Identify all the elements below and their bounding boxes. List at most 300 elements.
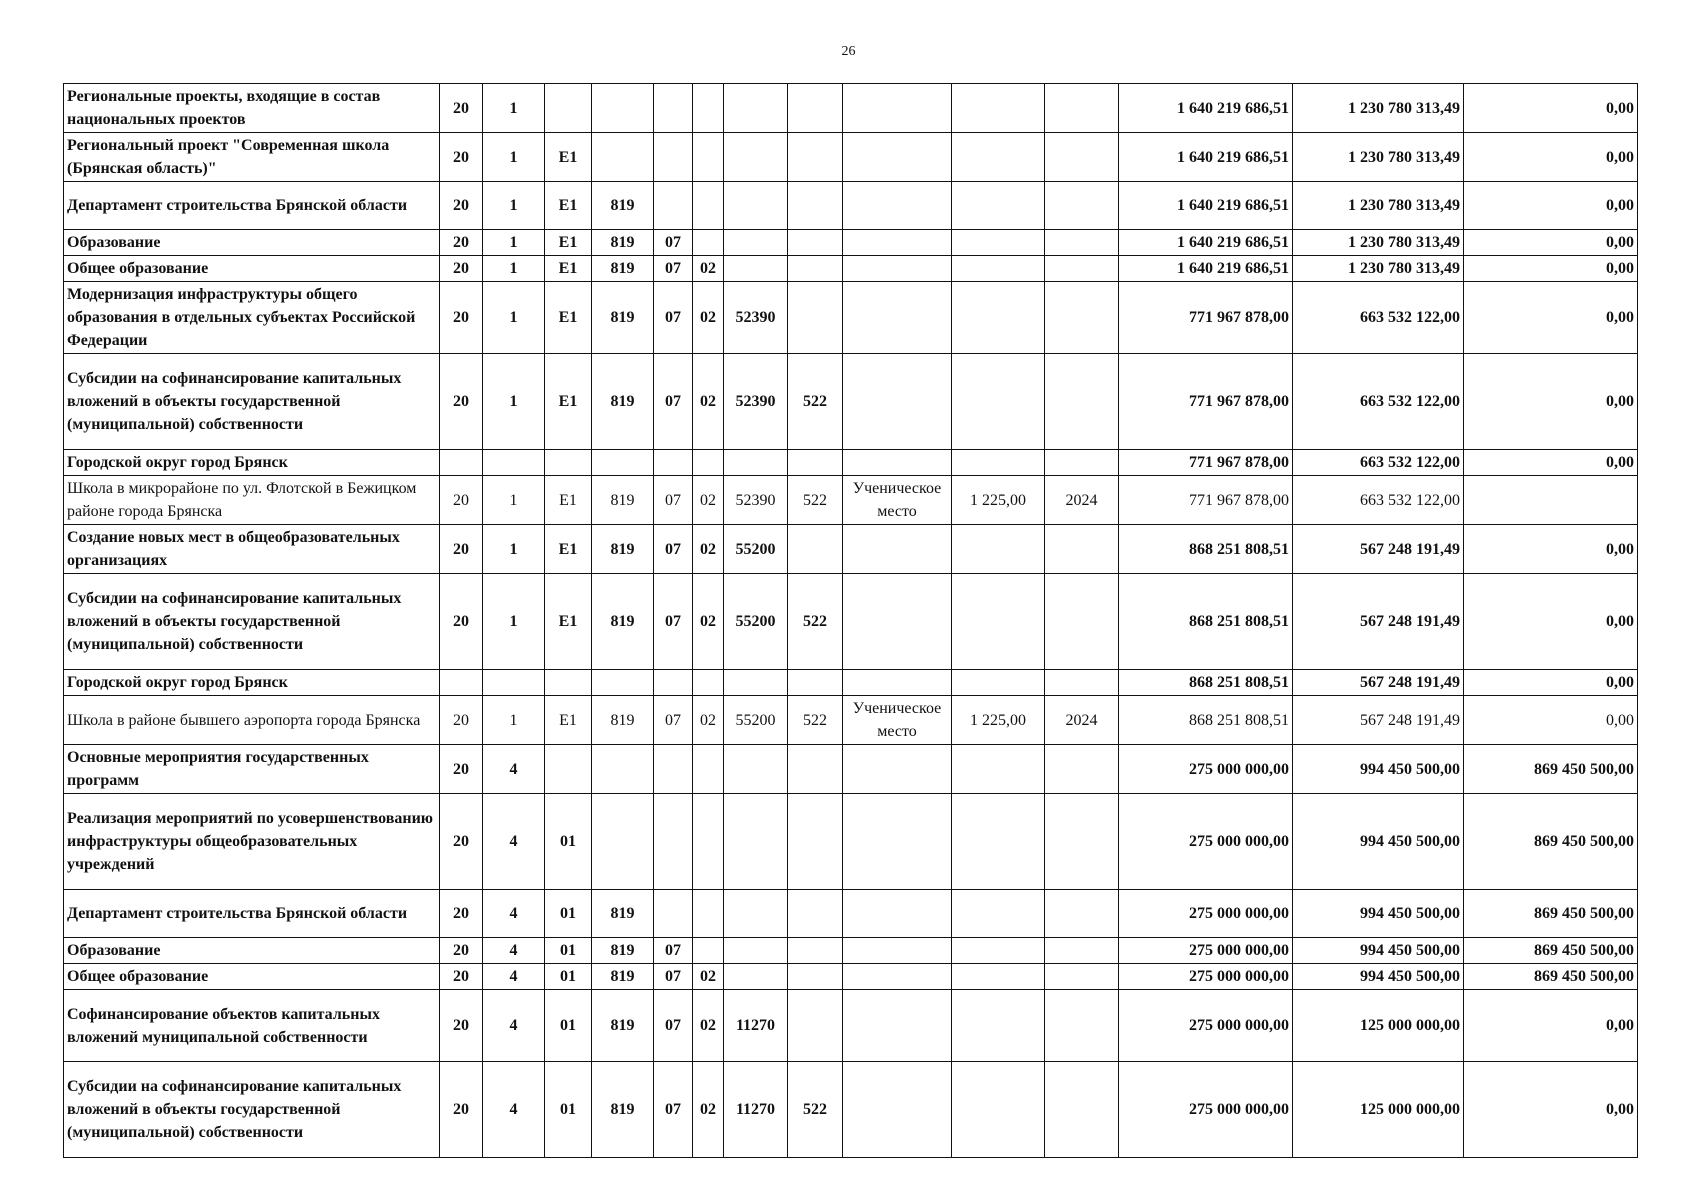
code-cell: 20	[440, 256, 483, 282]
code-cell	[545, 84, 592, 133]
code-cell: 20	[440, 230, 483, 256]
code-cell: 11270	[724, 990, 788, 1062]
code-cell: E1	[545, 230, 592, 256]
year-cell	[1045, 182, 1119, 230]
amount-cell: 663 532 122,00	[1293, 476, 1464, 525]
amount-cell: 994 450 500,00	[1293, 890, 1464, 938]
year-cell	[1045, 84, 1119, 133]
code-cell: 20	[440, 182, 483, 230]
name-cell: Городской округ город Брянск	[64, 670, 440, 696]
amount-cell: 275 000 000,00	[1119, 938, 1293, 964]
code-cell: 20	[440, 84, 483, 133]
code-cell	[693, 84, 724, 133]
name-cell: Создание новых мест в общеобразовательных организациях	[64, 525, 440, 574]
unit-cell	[843, 282, 952, 354]
code-cell	[545, 745, 592, 794]
capacity-cell	[952, 794, 1045, 890]
amount-cell: 771 967 878,00	[1119, 476, 1293, 525]
code-cell: 20	[440, 696, 483, 745]
code-cell	[724, 745, 788, 794]
code-cell	[724, 450, 788, 476]
code-cell	[654, 133, 693, 182]
code-cell: 1	[483, 574, 545, 670]
code-cell: 02	[693, 525, 724, 574]
code-cell	[724, 84, 788, 133]
code-cell: 02	[693, 1062, 724, 1158]
name-cell: Общее образование	[64, 964, 440, 990]
code-cell	[788, 938, 843, 964]
code-cell: 819	[592, 990, 654, 1062]
table-row	[64, 890, 1638, 938]
name-cell: Субсидии на софинансирование капитальных вложений в объекты государственной (муниципальной) собственности	[64, 1062, 440, 1158]
code-cell	[724, 670, 788, 696]
year-cell	[1045, 450, 1119, 476]
code-cell	[724, 794, 788, 890]
code-cell: 07	[654, 990, 693, 1062]
year-cell	[1045, 256, 1119, 282]
code-cell: E1	[545, 282, 592, 354]
code-cell: 1	[483, 354, 545, 450]
table-row	[64, 256, 1638, 282]
amount-cell: 0,00	[1464, 182, 1638, 230]
amount-cell: 868 251 808,51	[1119, 696, 1293, 745]
code-cell: 07	[654, 574, 693, 670]
capacity-cell	[952, 282, 1045, 354]
year-cell	[1045, 1062, 1119, 1158]
code-cell: 20	[440, 938, 483, 964]
name-cell: Общее образование	[64, 256, 440, 282]
table-row	[64, 964, 1638, 990]
code-cell: 819	[592, 230, 654, 256]
amount-cell: 1 230 780 313,49	[1293, 230, 1464, 256]
code-cell: 52390	[724, 476, 788, 525]
amount-cell: 567 248 191,49	[1293, 525, 1464, 574]
table-row	[64, 182, 1638, 230]
code-cell: 20	[440, 282, 483, 354]
code-cell	[788, 282, 843, 354]
amount-cell: 0,00	[1464, 696, 1638, 745]
table-row	[64, 230, 1638, 256]
code-cell: 819	[592, 1062, 654, 1158]
code-cell: 07	[654, 525, 693, 574]
code-cell	[788, 230, 843, 256]
code-cell: 20	[440, 354, 483, 450]
table-row	[64, 990, 1638, 1062]
code-cell	[693, 794, 724, 890]
year-cell	[1045, 670, 1119, 696]
unit-cell	[843, 182, 952, 230]
code-cell	[440, 450, 483, 476]
code-cell: 20	[440, 476, 483, 525]
code-cell: 52390	[724, 354, 788, 450]
code-cell: 819	[592, 256, 654, 282]
amount-cell: 0,00	[1464, 450, 1638, 476]
code-cell: 11270	[724, 1062, 788, 1158]
code-cell: 4	[483, 938, 545, 964]
amount-cell: 663 532 122,00	[1293, 450, 1464, 476]
capacity-cell	[952, 964, 1045, 990]
amount-cell: 1 640 219 686,51	[1119, 133, 1293, 182]
table-row	[64, 282, 1638, 354]
year-cell	[1045, 938, 1119, 964]
code-cell	[693, 745, 724, 794]
code-cell: E1	[545, 182, 592, 230]
unit-cell: Ученическое место	[843, 696, 952, 745]
amount-cell: 868 251 808,51	[1119, 525, 1293, 574]
code-cell	[788, 182, 843, 230]
year-cell	[1045, 230, 1119, 256]
code-cell	[788, 794, 843, 890]
code-cell	[654, 182, 693, 230]
code-cell: 01	[545, 938, 592, 964]
year-cell: 2024	[1045, 476, 1119, 525]
code-cell: 07	[654, 964, 693, 990]
code-cell: 4	[483, 794, 545, 890]
code-cell: 522	[788, 1062, 843, 1158]
code-cell: E1	[545, 476, 592, 525]
code-cell	[724, 938, 788, 964]
code-cell: 1	[483, 525, 545, 574]
amount-cell: 771 967 878,00	[1119, 354, 1293, 450]
code-cell: 4	[483, 745, 545, 794]
code-cell: 01	[545, 1062, 592, 1158]
unit-cell: Ученическое место	[843, 476, 952, 525]
budget-table	[63, 83, 1638, 1158]
year-cell	[1045, 745, 1119, 794]
amount-cell: 567 248 191,49	[1293, 574, 1464, 670]
code-cell: 522	[788, 696, 843, 745]
year-cell	[1045, 133, 1119, 182]
year-cell	[1045, 282, 1119, 354]
code-cell	[693, 890, 724, 938]
code-cell	[788, 745, 843, 794]
amount-cell: 275 000 000,00	[1119, 890, 1293, 938]
code-cell: 1	[483, 696, 545, 745]
code-cell: 07	[654, 476, 693, 525]
capacity-cell	[952, 1062, 1045, 1158]
unit-cell	[843, 670, 952, 696]
code-cell: 1	[483, 282, 545, 354]
unit-cell	[843, 450, 952, 476]
name-cell: Департамент строительства Брянской области	[64, 182, 440, 230]
code-cell: 819	[592, 182, 654, 230]
amount-cell: 275 000 000,00	[1119, 964, 1293, 990]
amount-cell: 0,00	[1464, 670, 1638, 696]
amount-cell: 994 450 500,00	[1293, 938, 1464, 964]
code-cell	[724, 133, 788, 182]
table-row	[64, 696, 1638, 745]
code-cell: E1	[545, 525, 592, 574]
amount-cell: 771 967 878,00	[1119, 282, 1293, 354]
amount-cell: 869 450 500,00	[1464, 938, 1638, 964]
code-cell: 55200	[724, 525, 788, 574]
table-row	[64, 354, 1638, 450]
code-cell	[788, 670, 843, 696]
code-cell: 01	[545, 964, 592, 990]
capacity-cell	[952, 133, 1045, 182]
code-cell: 20	[440, 964, 483, 990]
table-row	[64, 794, 1638, 890]
code-cell: E1	[545, 133, 592, 182]
amount-cell: 567 248 191,49	[1293, 670, 1464, 696]
amount-cell: 125 000 000,00	[1293, 990, 1464, 1062]
code-cell	[654, 84, 693, 133]
code-cell: 07	[654, 354, 693, 450]
capacity-cell	[952, 670, 1045, 696]
code-cell: 55200	[724, 696, 788, 745]
amount-cell: 994 450 500,00	[1293, 745, 1464, 794]
code-cell: 4	[483, 1062, 545, 1158]
amount-cell: 0,00	[1464, 84, 1638, 133]
code-cell: 07	[654, 1062, 693, 1158]
code-cell: 1	[483, 230, 545, 256]
year-cell	[1045, 354, 1119, 450]
capacity-cell	[952, 574, 1045, 670]
amount-cell: 0,00	[1464, 256, 1638, 282]
unit-cell	[843, 794, 952, 890]
capacity-cell	[952, 256, 1045, 282]
year-cell	[1045, 964, 1119, 990]
code-cell	[724, 964, 788, 990]
unit-cell	[843, 1062, 952, 1158]
name-cell: Образование	[64, 230, 440, 256]
unit-cell	[843, 890, 952, 938]
code-cell	[483, 450, 545, 476]
code-cell	[545, 670, 592, 696]
unit-cell	[843, 256, 952, 282]
code-cell	[592, 745, 654, 794]
amount-cell: 994 450 500,00	[1293, 794, 1464, 890]
table-row	[64, 450, 1638, 476]
code-cell: 02	[693, 964, 724, 990]
code-cell	[483, 670, 545, 696]
code-cell: 1	[483, 256, 545, 282]
table-row	[64, 133, 1638, 182]
code-cell: 02	[693, 256, 724, 282]
name-cell: Региональный проект "Современная школа (Брянская область)"	[64, 133, 440, 182]
code-cell: 07	[654, 230, 693, 256]
code-cell	[654, 670, 693, 696]
year-cell	[1045, 525, 1119, 574]
code-cell: 02	[693, 990, 724, 1062]
code-cell	[545, 450, 592, 476]
code-cell	[788, 133, 843, 182]
code-cell: 20	[440, 1062, 483, 1158]
table-row	[64, 84, 1638, 133]
amount-cell: 0,00	[1464, 574, 1638, 670]
amount-cell: 1 640 219 686,51	[1119, 256, 1293, 282]
code-cell: 07	[654, 282, 693, 354]
name-cell: Региональные проекты, входящие в состав национальных проектов	[64, 84, 440, 133]
table-row	[64, 1062, 1638, 1158]
amount-cell: 663 532 122,00	[1293, 282, 1464, 354]
code-cell	[654, 794, 693, 890]
unit-cell	[843, 745, 952, 794]
capacity-cell	[952, 450, 1045, 476]
code-cell: 20	[440, 133, 483, 182]
code-cell: 1	[483, 182, 545, 230]
code-cell: 20	[440, 745, 483, 794]
unit-cell	[843, 964, 952, 990]
code-cell	[592, 670, 654, 696]
code-cell	[654, 745, 693, 794]
amount-cell: 0,00	[1464, 354, 1638, 450]
code-cell	[693, 670, 724, 696]
code-cell: 20	[440, 525, 483, 574]
code-cell	[788, 84, 843, 133]
code-cell: 1	[483, 133, 545, 182]
name-cell: Школа в районе бывшего аэропорта города Брянска	[64, 696, 440, 745]
amount-cell: 663 532 122,00	[1293, 354, 1464, 450]
code-cell	[788, 450, 843, 476]
capacity-cell	[952, 745, 1045, 794]
code-cell: E1	[545, 696, 592, 745]
table-row	[64, 745, 1638, 794]
unit-cell	[843, 230, 952, 256]
code-cell: 819	[592, 574, 654, 670]
year-cell	[1045, 794, 1119, 890]
code-cell: 02	[693, 696, 724, 745]
table-body	[64, 84, 1638, 1158]
name-cell: Реализация мероприятий по усовершенствованию инфраструктуры общеобразовательных учреждений	[64, 794, 440, 890]
code-cell: 4	[483, 964, 545, 990]
code-cell: 20	[440, 890, 483, 938]
amount-cell: 869 450 500,00	[1464, 794, 1638, 890]
amount-cell: 0,00	[1464, 282, 1638, 354]
year-cell: 2024	[1045, 696, 1119, 745]
code-cell: 01	[545, 990, 592, 1062]
code-cell	[592, 133, 654, 182]
code-cell: 522	[788, 354, 843, 450]
amount-cell: 869 450 500,00	[1464, 745, 1638, 794]
amount-cell: 1 230 780 313,49	[1293, 182, 1464, 230]
capacity-cell	[952, 525, 1045, 574]
amount-cell: 0,00	[1464, 1062, 1638, 1158]
code-cell: 01	[545, 794, 592, 890]
amount-cell	[1464, 476, 1638, 525]
code-cell: E1	[545, 574, 592, 670]
amount-cell: 275 000 000,00	[1119, 1062, 1293, 1158]
name-cell: Департамент строительства Брянской области	[64, 890, 440, 938]
amount-cell: 275 000 000,00	[1119, 745, 1293, 794]
code-cell: 20	[440, 990, 483, 1062]
code-cell	[788, 256, 843, 282]
code-cell: 819	[592, 354, 654, 450]
code-cell	[724, 890, 788, 938]
code-cell: 522	[788, 574, 843, 670]
unit-cell	[843, 354, 952, 450]
code-cell	[693, 938, 724, 964]
code-cell: 819	[592, 476, 654, 525]
code-cell: 07	[654, 256, 693, 282]
code-cell: 20	[440, 574, 483, 670]
amount-cell: 771 967 878,00	[1119, 450, 1293, 476]
name-cell: Школа в микрорайоне по ул. Флотской в Бежицком районе города Брянска	[64, 476, 440, 525]
capacity-cell	[952, 230, 1045, 256]
name-cell: Образование	[64, 938, 440, 964]
code-cell	[592, 794, 654, 890]
table-row	[64, 525, 1638, 574]
code-cell: 4	[483, 890, 545, 938]
unit-cell	[843, 574, 952, 670]
amount-cell: 994 450 500,00	[1293, 964, 1464, 990]
capacity-cell	[952, 84, 1045, 133]
amount-cell: 1 640 219 686,51	[1119, 84, 1293, 133]
amount-cell: 868 251 808,51	[1119, 670, 1293, 696]
amount-cell: 275 000 000,00	[1119, 990, 1293, 1062]
code-cell	[693, 450, 724, 476]
code-cell: 819	[592, 696, 654, 745]
table-row	[64, 574, 1638, 670]
code-cell	[788, 525, 843, 574]
amount-cell: 0,00	[1464, 525, 1638, 574]
name-cell: Субсидии на софинансирование капитальных вложений в объекты государственной (муниципальной) собственности	[64, 354, 440, 450]
code-cell	[724, 182, 788, 230]
code-cell	[592, 84, 654, 133]
unit-cell	[843, 84, 952, 133]
capacity-cell	[952, 938, 1045, 964]
code-cell	[788, 964, 843, 990]
code-cell	[654, 450, 693, 476]
code-cell	[724, 256, 788, 282]
code-cell: E1	[545, 354, 592, 450]
code-cell	[440, 670, 483, 696]
code-cell: 02	[693, 574, 724, 670]
amount-cell: 1 230 780 313,49	[1293, 256, 1464, 282]
amount-cell: 868 251 808,51	[1119, 574, 1293, 670]
code-cell	[788, 990, 843, 1062]
capacity-cell	[952, 890, 1045, 938]
code-cell: 52390	[724, 282, 788, 354]
code-cell: 07	[654, 938, 693, 964]
amount-cell: 1 230 780 313,49	[1293, 133, 1464, 182]
code-cell: 819	[592, 890, 654, 938]
amount-cell: 0,00	[1464, 133, 1638, 182]
code-cell: 02	[693, 282, 724, 354]
amount-cell: 1 640 219 686,51	[1119, 182, 1293, 230]
amount-cell: 869 450 500,00	[1464, 964, 1638, 990]
code-cell: 02	[693, 354, 724, 450]
code-cell	[693, 182, 724, 230]
unit-cell	[843, 938, 952, 964]
amount-cell: 1 230 780 313,49	[1293, 84, 1464, 133]
code-cell: 1	[483, 476, 545, 525]
amount-cell: 0,00	[1464, 230, 1638, 256]
code-cell: 819	[592, 964, 654, 990]
page-number: 26	[841, 44, 856, 59]
amount-cell: 275 000 000,00	[1119, 794, 1293, 890]
year-cell	[1045, 574, 1119, 670]
name-cell: Городской округ город Брянск	[64, 450, 440, 476]
code-cell: 819	[592, 938, 654, 964]
code-cell: 522	[788, 476, 843, 525]
code-cell: 819	[592, 525, 654, 574]
code-cell	[693, 133, 724, 182]
capacity-cell: 1 225,00	[952, 476, 1045, 525]
code-cell: 55200	[724, 574, 788, 670]
code-cell: 4	[483, 990, 545, 1062]
amount-cell: 125 000 000,00	[1293, 1062, 1464, 1158]
amount-cell: 1 640 219 686,51	[1119, 230, 1293, 256]
unit-cell	[843, 525, 952, 574]
amount-cell: 869 450 500,00	[1464, 890, 1638, 938]
code-cell	[693, 230, 724, 256]
year-cell	[1045, 890, 1119, 938]
amount-cell: 0,00	[1464, 990, 1638, 1062]
code-cell: 20	[440, 794, 483, 890]
capacity-cell	[952, 182, 1045, 230]
code-cell	[724, 230, 788, 256]
